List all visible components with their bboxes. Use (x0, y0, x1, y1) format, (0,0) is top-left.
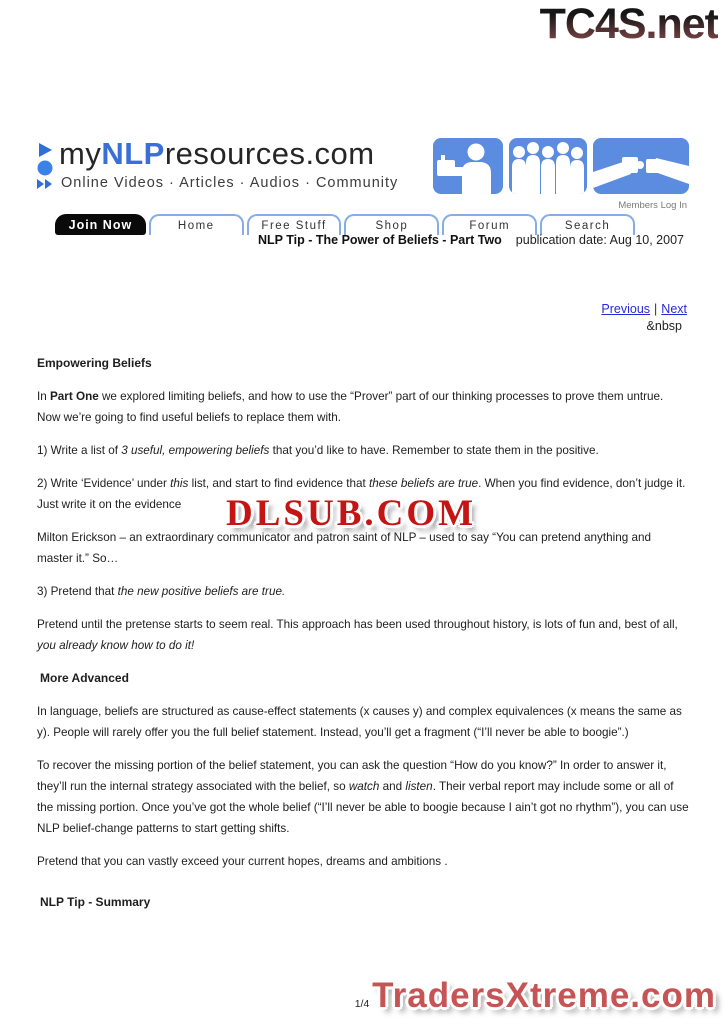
nav-tab-join-now[interactable]: Join Now (55, 214, 146, 235)
paragraph (37, 755, 689, 839)
paragraph: In language, beliefs are structured as cause-effect statements (x causes y) and complex equivalences (x means the same as y). People will rarely offer you the full belief statement. Instead, you’ll get a fragment (“I’ll never be able to boogie”.) (37, 705, 682, 739)
text-run-italic: watch (348, 780, 380, 793)
members-login-link[interactable]: Members Log In (618, 200, 687, 211)
section-heading-more-advanced: More Advanced (40, 671, 129, 685)
text-run-bold: Part One (50, 390, 99, 403)
text-run: Pretend until the pretense starts to seem real. This approach has been used throughout history, is lots of fun and, best of all, (37, 618, 678, 631)
header-image-tiles (433, 138, 689, 194)
text-run-italic: listen (405, 780, 433, 793)
pager (601, 302, 687, 316)
page-number: 1/4 (354, 998, 370, 1010)
site-logo (59, 136, 375, 172)
next-link[interactable]: Next (661, 302, 687, 316)
tradersxtreme-watermark: TradersXtreme.com (372, 976, 716, 1015)
paragraph: Pretend that you can vastly exceed your current hopes, dreams and ambitions . (37, 855, 448, 868)
play-circle-fastforward-icon (35, 142, 57, 195)
text-run: 1) Write a list of (37, 444, 122, 457)
dlsub-watermark: DLSUB.COM (226, 493, 477, 534)
section-heading-nlp-tip-summary: NLP Tip - Summary (40, 895, 151, 909)
site-tagline: Online Videos · Articles · Audios · Community (61, 175, 399, 191)
text-run: 2) Write ‘Evidence’ under (37, 477, 171, 490)
nav-tab-search[interactable]: Search (540, 214, 635, 235)
nbsp-artifact-text: &nbsp (646, 319, 682, 333)
text-run: . Their verbal report may include some or all of the missing portion. Once you’ve got the whole belief (“I’ll never be able to boogie because I ain’t got no rhythm”), you can use NLP belief-change patterns to start getting shifts. (37, 780, 689, 835)
paragraph: Milton Erickson – an extraordinary communicator and patron saint of NLP – used to say “You can pretend anything and master it.” So… (37, 531, 651, 565)
nav-tab-shop[interactable]: Shop (344, 214, 439, 235)
previous-link[interactable]: Previous (601, 302, 651, 316)
viewer-with-remote-icon (433, 138, 503, 194)
text-run-italic: these beliefs are true (368, 477, 479, 490)
community-people-icon (509, 138, 587, 194)
paragraph (37, 581, 689, 602)
tc4s-watermark: TC4S.net (539, 0, 718, 48)
site-header (35, 136, 689, 214)
text-run: . When you find evidence, don’t judge it. Just write it on the evidence (37, 477, 686, 511)
text-run-italic: you already know how to do it! (37, 639, 195, 652)
text-run-italic: 3 useful, empowering beliefs (121, 444, 270, 457)
paragraph (37, 440, 689, 461)
nav-tab-home[interactable]: Home (149, 214, 244, 235)
text-run-italic: the new positive beliefs are true. (117, 585, 286, 598)
text-run: In (37, 390, 50, 403)
nav-tab-free-stuff[interactable]: Free Stuff (247, 214, 342, 235)
text-run: To recover the missing portion of the belief statement, you can ask the question “How do you know?” In order to answer it, they’ll run the internal strategy associated with the belief, so (37, 759, 667, 793)
publication-date: publication date: Aug 10, 2007 (515, 233, 684, 247)
paragraph (37, 386, 689, 428)
logo-accent: NLP (101, 136, 165, 171)
page-title: NLP Tip - The Power of Beliefs - Part Two (258, 233, 502, 247)
text-run: list, and start to find evidence that (188, 477, 369, 490)
text-run: that you’d like to have. Remember to state them in the positive. (269, 444, 599, 457)
article-body (37, 353, 689, 925)
text-run: we explored limiting beliefs, and how to use the “Prover” part of our thinking processes to prove them untrue. Now we’re going to find useful beliefs to replace them with. (37, 390, 664, 424)
nav-tab-forum[interactable]: Forum (442, 214, 537, 235)
text-run: 3) Pretend that (37, 585, 118, 598)
logo-prefix: my (59, 136, 102, 171)
logo-suffix: resources.com (164, 136, 375, 171)
text-run: and (379, 780, 406, 793)
text-run-italic: this (170, 477, 189, 490)
puzzle-hands-icon (593, 138, 689, 194)
section-heading-empowering-beliefs: Empowering Beliefs (37, 356, 152, 370)
paragraph (37, 614, 689, 656)
page-title-row (258, 233, 684, 247)
main-nav (55, 214, 635, 235)
pager-separator: | (654, 302, 658, 316)
